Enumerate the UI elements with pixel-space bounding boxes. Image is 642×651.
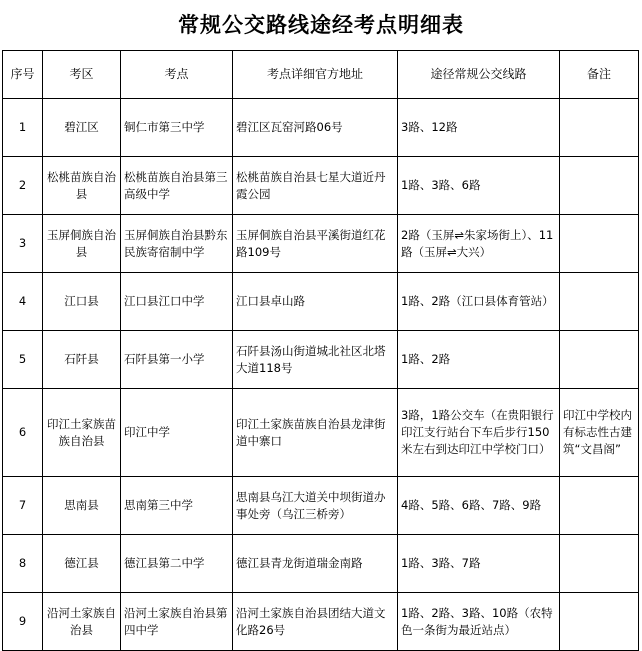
cell-district: 玉屏侗族自治县 (43, 215, 121, 273)
cell-note (560, 273, 639, 331)
cell-no: 3 (3, 215, 43, 273)
cell-district: 松桃苗族自治县 (43, 157, 121, 215)
cell-site: 沿河土家族自治县第四中学 (121, 593, 233, 651)
cell-site: 思南第三中学 (121, 477, 233, 535)
cell-district: 石阡县 (43, 331, 121, 389)
cell-site: 松桃苗族自治县第三高级中学 (121, 157, 233, 215)
cell-site: 印江中学 (121, 389, 233, 477)
cell-address: 江口县卓山路 (233, 273, 398, 331)
cell-address: 沿河土家族自治县团结大道文化路26号 (233, 593, 398, 651)
cell-district: 沿河土家族自治县 (43, 593, 121, 651)
cell-note (560, 215, 639, 273)
cell-note (560, 99, 639, 157)
cell-district: 思南县 (43, 477, 121, 535)
cell-district: 印江土家族苗族自治县 (43, 389, 121, 477)
cell-bus: 3路，1路公交车（在贵阳银行印江支行站台下车后步行150米左右到达印江中学校门口） (398, 389, 560, 477)
cell-site: 铜仁市第三中学 (121, 99, 233, 157)
cell-no: 6 (3, 389, 43, 477)
header-bus: 途径常规公交线路 (398, 51, 560, 99)
cell-no: 2 (3, 157, 43, 215)
exam-site-table (2, 50, 639, 651)
cell-no: 4 (3, 273, 43, 331)
cell-address: 碧江区瓦窑河路06号 (233, 99, 398, 157)
cell-no: 1 (3, 99, 43, 157)
cell-district: 江口县 (43, 273, 121, 331)
cell-site: 江口县江口中学 (121, 273, 233, 331)
cell-bus: 3路、12路 (398, 99, 560, 157)
cell-note (560, 477, 639, 535)
table-row (3, 273, 639, 331)
cell-address: 松桃苗族自治县七星大道近丹霞公园 (233, 157, 398, 215)
cell-note (560, 535, 639, 593)
cell-site: 玉屏侗族自治县黔东民族寄宿制中学 (121, 215, 233, 273)
header-district: 考区 (43, 51, 121, 99)
cell-site: 石阡县第一小学 (121, 331, 233, 389)
cell-bus: 2路（玉屏⇌朱家场街上）、11路（玉屏⇌大兴） (398, 215, 560, 273)
cell-no: 9 (3, 593, 43, 651)
cell-address: 玉屏侗族自治县平溪街道红花路109号 (233, 215, 398, 273)
cell-bus: 1路、2路（江口县体育管站） (398, 273, 560, 331)
cell-address: 思南县乌江大道关中坝街道办事处旁（乌江三桥旁） (233, 477, 398, 535)
table-row (3, 99, 639, 157)
cell-note: 印江中学校内有标志性古建筑“文昌阁” (560, 389, 639, 477)
cell-site: 德江县第二中学 (121, 535, 233, 593)
cell-no: 5 (3, 331, 43, 389)
cell-bus: 1路、3路、7路 (398, 535, 560, 593)
cell-no: 8 (3, 535, 43, 593)
header-address: 考点详细官方地址 (233, 51, 398, 99)
table-row (3, 389, 639, 477)
header-note: 备注 (560, 51, 639, 99)
table-row (3, 157, 639, 215)
page-title: 常规公交路线途经考点明细表 (178, 13, 464, 37)
cell-address: 石阡县汤山街道城北社区北塔大道118号 (233, 331, 398, 389)
cell-bus: 1路、2路、3路、10路（农特色一条街为最近站点） (398, 593, 560, 651)
header-site: 考点 (121, 51, 233, 99)
cell-note (560, 331, 639, 389)
header-no: 序号 (3, 51, 43, 99)
cell-no: 7 (3, 477, 43, 535)
table-row (3, 535, 639, 593)
cell-address: 德江县青龙街道瑞金南路 (233, 535, 398, 593)
table-row (3, 331, 639, 389)
table-row (3, 215, 639, 273)
cell-address: 印江土家族苗族自治县龙津街道中寨口 (233, 389, 398, 477)
cell-district: 德江县 (43, 535, 121, 593)
header-row (3, 51, 639, 99)
cell-note (560, 157, 639, 215)
cell-bus: 1路、3路、6路 (398, 157, 560, 215)
table-row (3, 593, 639, 651)
cell-district: 碧江区 (43, 99, 121, 157)
cell-note (560, 593, 639, 651)
cell-bus: 1路、2路 (398, 331, 560, 389)
table-row (3, 477, 639, 535)
cell-bus: 4路、5路、6路、7路、9路 (398, 477, 560, 535)
